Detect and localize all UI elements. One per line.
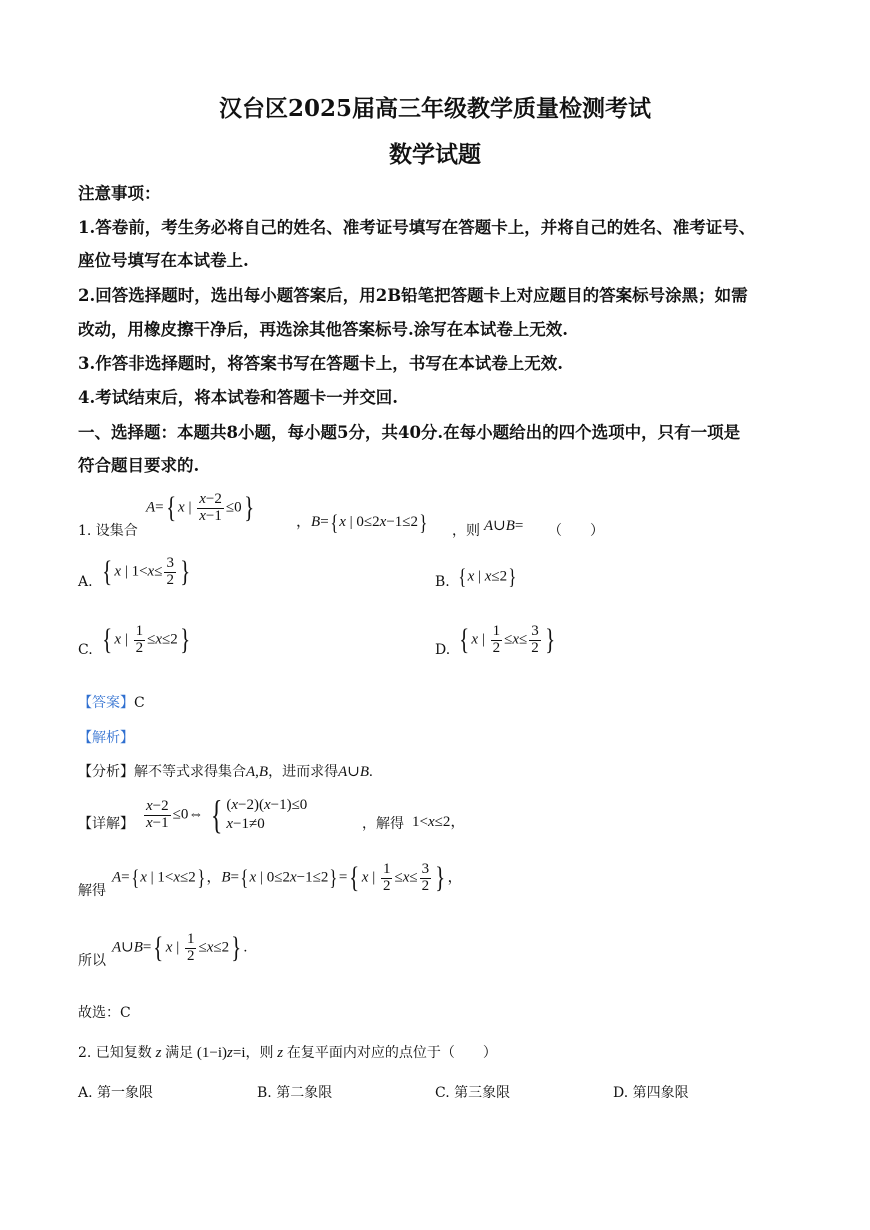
q1-then: ，则 <box>452 523 480 539</box>
xiangjie-tag: 【详解】 <box>78 816 134 832</box>
q2-mid2: ，则 <box>245 1045 274 1061</box>
q2-var-z2: z <box>273 1045 287 1061</box>
q1-opt-b-label: B. <box>435 574 450 590</box>
q1-paren: （ ） <box>548 523 604 539</box>
analysis-tag: 【解析】 <box>78 730 134 746</box>
q2-stem <box>78 1042 497 1062</box>
q2-mid1: 满足 <box>165 1045 194 1061</box>
q2-mid3: 在复平面内对应的点位于（ ） <box>286 1045 497 1061</box>
suoyi-expr: A∪B={ x | $\frac{1}{2}$ ≤x≤2} . <box>112 931 248 965</box>
q1-set-a: A={ x | $\frac{x-2}{x-1}$ ≤0} <box>146 491 254 525</box>
notice-heading: 注意事项： <box>78 184 161 203</box>
q2-equation: (1−i)z=i <box>196 1045 246 1061</box>
xiangjie-solve-label: ，解得 <box>362 816 404 832</box>
q1-prefix: 1. 设集合 <box>78 523 138 539</box>
section1-line2: 符合题目要求的. <box>78 456 200 475</box>
q2-opt-c: C. 第三象限 <box>435 1085 511 1101</box>
section1-line1: 一、选择题：本题共8小题，每小题5分，共40分.在每小题给出的四个选项中，只有一项是 <box>78 423 741 442</box>
q1-union-expr: A∪B= <box>484 518 524 534</box>
q1-opt-d-label: D. <box>435 642 451 658</box>
q1-opt-c: { x | $\frac{1}{2}$ ≤x≤2} <box>102 623 190 657</box>
exam-subtitle: 数学试题 <box>389 141 481 168</box>
fenxi-text2: ，进而求得 <box>268 764 339 780</box>
q2-opt-d: D. 第四象限 <box>613 1085 689 1101</box>
q1-opt-a-label: A. <box>78 574 93 590</box>
answer-value: C <box>134 695 145 711</box>
fenxi-line <box>78 761 373 781</box>
xiangjie-ineq: $\frac{x-2}{x-1}$ ≤0⇔ { (x−2)(x−1)≤0 x−1≠0 <box>146 792 308 837</box>
q2-opt-a: A. 第一象限 <box>78 1085 154 1101</box>
xiangjie-solve-result: 1<x≤2， <box>412 814 466 830</box>
notice-item2-line1: 2.回答选择题时，选出每小题答案后，用2B铅笔把答题卡上对应题目的答案标号涂黑；如需 <box>78 286 748 305</box>
jiede-expr: A={x | 1<x≤2}，B={x | 0≤2x−1≤2}={ x | $\frac{1}{2}$ ≤x≤ $\frac{3}{2}$ } ， <box>112 861 463 895</box>
q2-var-z1: z <box>151 1045 166 1061</box>
suoyi-label: 所以 <box>78 953 106 969</box>
notice-item4: 4.考试结束后，将本试卷和答题卡一并交回. <box>78 388 398 407</box>
notice-item1-line2: 座位号填写在本试卷上. <box>78 251 249 270</box>
fenxi-tag: 【分析】 <box>78 764 134 780</box>
q1-opt-a: { x | 1<x≤ $\frac{3}{2}$ } <box>102 555 191 589</box>
notice-item2-line2: 改动，用橡皮擦干净后，再选涂其他答案标号.涂写在本试卷上无效. <box>78 320 568 339</box>
fenxi-text: 解不等式求得集合 <box>134 764 246 780</box>
q1-set-b: ，B={x | 0≤2x−1≤2} <box>296 509 428 535</box>
q1-opt-b: {x | x≤2} <box>458 564 517 589</box>
notice-item3: 3.作答非选择题时，将答案书写在答题卡上，书写在本试卷上无效. <box>78 354 563 373</box>
fenxi-union: A∪B. <box>338 764 373 780</box>
fenxi-sets: A,B <box>246 764 269 780</box>
notice-item1-line1: 1.答卷前，考生务必将自己的姓名、准考证号填写在答题卡上，并将自己的姓名、准考证号、 <box>78 218 756 237</box>
exam-title: 汉台区2025届高三年级教学质量检测考试 <box>218 95 651 122</box>
q2-opt-b: B. 第二象限 <box>257 1085 333 1101</box>
guxuan: 故选：C <box>78 1005 131 1021</box>
jiede-label: 解得 <box>78 883 106 899</box>
q1-opt-c-label: C. <box>78 642 93 658</box>
q1-opt-d: { x | $\frac{1}{2}$ ≤x≤ $\frac{3}{2}$ } <box>459 623 555 657</box>
answer-tag: 【答案】 <box>78 695 134 711</box>
q2-prefix: 2. 已知复数 <box>78 1045 152 1061</box>
